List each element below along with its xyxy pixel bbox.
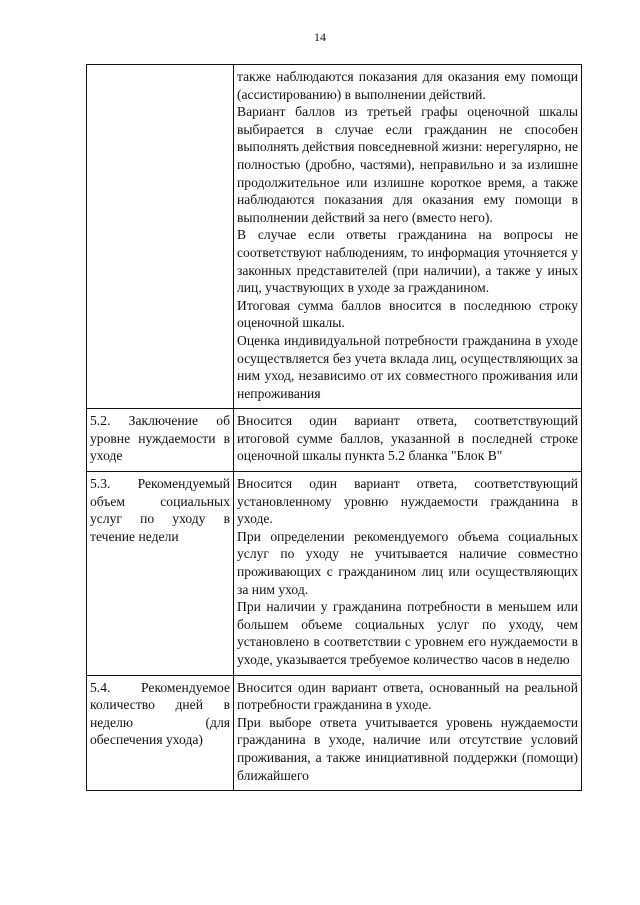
table-row <box>87 409 582 472</box>
table-row <box>87 675 582 791</box>
table-row <box>87 472 582 676</box>
row-label-cell: 5.4. Рекомендуемое количество дней в неделю (для обеспечения ухода) <box>87 675 234 791</box>
paragraph: Вносится один вариант ответа, основанный на реальной потребности гражданина в уходе. <box>237 679 578 713</box>
row-description-cell <box>234 675 582 791</box>
paragraph: Оценка индивидуальной потребности гражданина в уходе осуществляется без учета вклада лиц, осуществляющих за ним уход, независимо от их совместного проживания или непроживания <box>237 332 578 401</box>
page-number: 14 <box>314 30 326 44</box>
paragraph: Вносится один вариант ответа, соответствующий итоговой сумме баллов, указанной в последней строке оценочной шкалы пункта 5.2 бланка "Блок В" <box>237 413 578 464</box>
paragraph: Итоговая сумма баллов вносится в последнюю строку оценочной шкалы. <box>237 297 578 331</box>
paragraph: Вариант баллов из третьей графы оценочной шкалы выбирается в случае если гражданин не способен выполнять действия повседневной жизни: нерегулярно, не полностью (дробно, частями), неправильно и за излишне продолжительное или излишне короткое время, а также наблюдаются показания для оказания ему помощи в выполнении действий за него (вместо него). <box>237 104 578 225</box>
row-label-cell: 5.3. Рекомендуемый объем социальных услуг по уходу в течение недели <box>87 472 234 676</box>
paragraph: Вносится один вариант ответа, соответствующий установленному уровню нуждаемости гражданина в уходе. <box>237 476 578 527</box>
instruction-table <box>86 64 582 791</box>
row-description-cell <box>234 409 582 472</box>
paragraph: В случае если ответы гражданина на вопросы не соответствуют наблюдениям, то информация уточняется у законных представителей (при наличии), а также у иных лиц, участвующих в уходе за гражданином. <box>237 227 578 296</box>
row-label-cell: 5.2. Заключение об уровне нуждаемости в уходе <box>87 409 234 472</box>
paragraph: также наблюдаются показания для оказания ему помощи (ассистированию) в выполнении действий. <box>237 69 578 102</box>
table-row <box>87 65 582 409</box>
paragraph: При определении рекомендуемого объема социальных услуг по уходу не учитывается наличие совместно проживающих с гражданином лиц или осуществляющих за ним уход. <box>237 528 578 597</box>
row-label-cell <box>87 65 234 409</box>
row-description-cell <box>234 472 582 676</box>
row-description-cell <box>234 65 582 409</box>
paragraph: При выборе ответа учитывается уровень нуждаемости гражданина в уходе, наличие или отсутствие условий проживания, а также инициативной поддержки (помощи) ближайшего <box>237 714 578 783</box>
paragraph: При наличии у гражданина потребности в меньшем или большем объеме социальных услуг по уходу, чем установлено в соответствии с уровнем его нуждаемости в уходе, указывается требуемое количество часов в неделю <box>237 599 578 667</box>
